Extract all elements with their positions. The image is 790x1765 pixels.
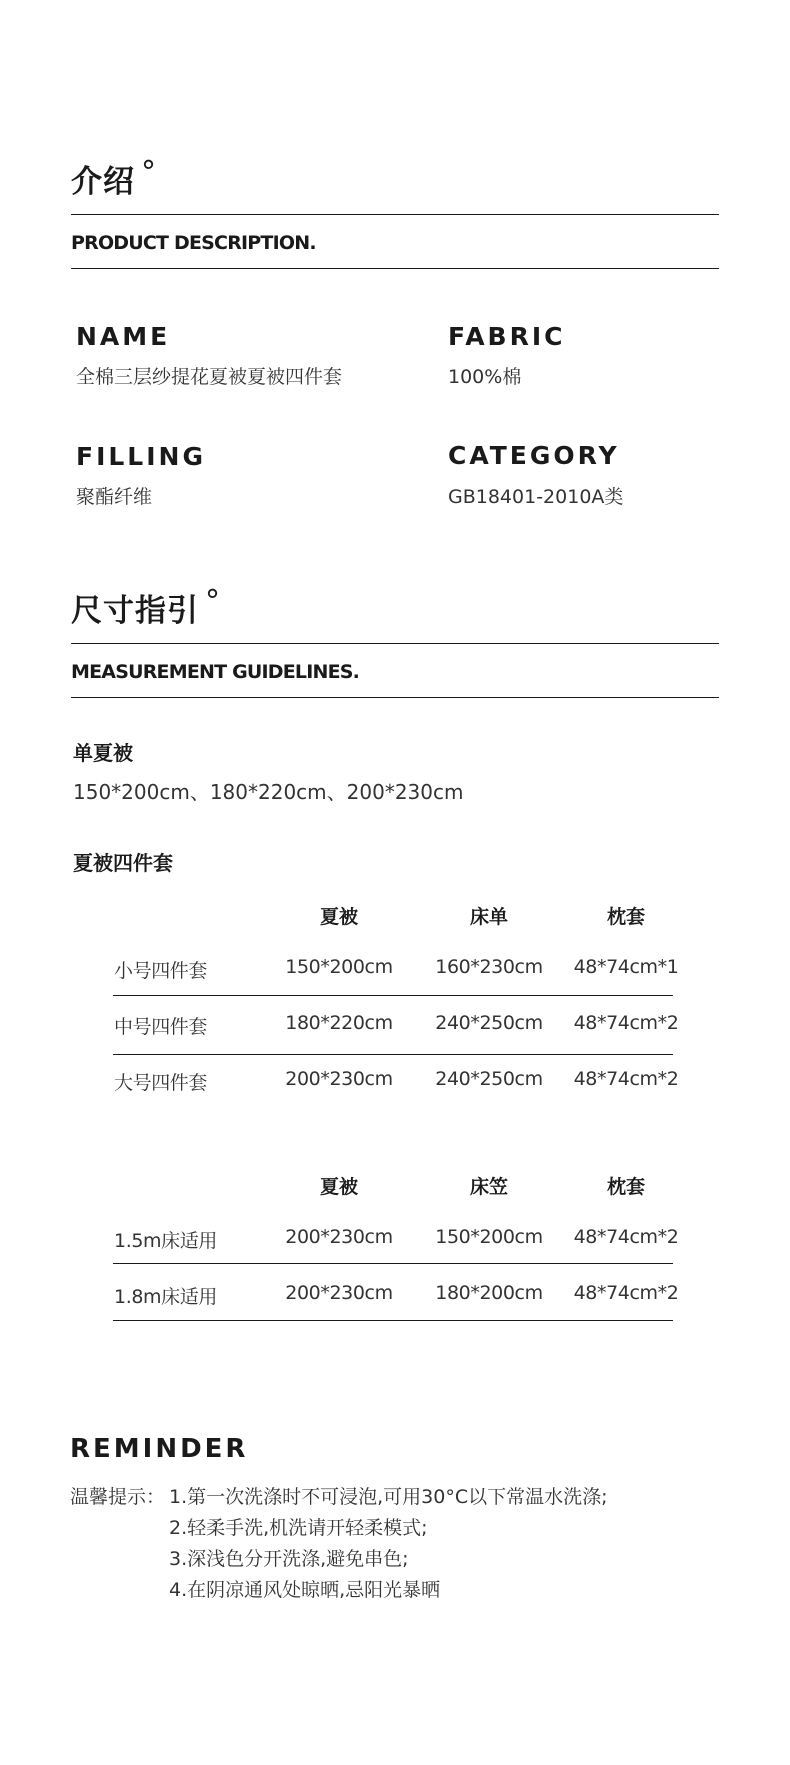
measure-title: 尺寸指引 ° xyxy=(71,584,221,629)
table-header: 枕套 xyxy=(606,1176,645,1198)
reminder-line: 1.第一次洗涤时不可浸泡,可用30°C以下常温水洗涤; xyxy=(169,1486,608,1508)
table-cell: 240*250cm xyxy=(435,1068,543,1090)
table-row-label: 大号四件套 xyxy=(114,1072,208,1094)
table-cell: 180*220cm xyxy=(285,1012,393,1034)
spec-name-label: NAME xyxy=(76,322,171,351)
table-cell: 48*74cm*2 xyxy=(573,1012,679,1034)
table-header: 夏被 xyxy=(319,906,358,928)
spec-fabric-value: 100%棉 xyxy=(448,366,522,388)
single-quilt-title: 单夏被 xyxy=(73,741,133,765)
reminder-label: 温馨提示： xyxy=(70,1486,166,1508)
table-row-label: 1.5m床适用 xyxy=(114,1230,217,1252)
degree-mark: ° xyxy=(141,155,157,190)
reminder-line: 2.轻柔手洗,机洗请开轻柔模式; xyxy=(169,1517,428,1539)
reminder-title: REMINDER xyxy=(70,1434,249,1464)
set-title: 夏被四件套 xyxy=(73,851,173,875)
table-header: 夏被 xyxy=(319,1176,358,1198)
table-cell: 48*74cm*2 xyxy=(573,1068,679,1090)
table-cell: 200*230cm xyxy=(285,1226,393,1248)
table-cell: 150*200cm xyxy=(435,1226,543,1248)
table-header: 床单 xyxy=(469,906,508,928)
table-divider xyxy=(113,995,673,996)
table-divider xyxy=(113,1054,673,1055)
measure-subtitle: MEASUREMENT GUIDELINES. xyxy=(71,661,360,683)
table-divider xyxy=(113,1320,673,1321)
divider xyxy=(71,268,719,269)
table-cell: 150*200cm xyxy=(285,956,393,978)
single-quilt-sizes: 150*200cm、180*220cm、200*230cm xyxy=(73,780,464,804)
spec-fabric-label: FABRIC xyxy=(448,322,566,351)
reminder-line: 4.在阴凉通风处晾晒,忌阳光暴晒 xyxy=(169,1579,441,1601)
reminder-line: 3.深浅色分开洗涤,避免串色; xyxy=(169,1548,409,1570)
intro-subtitle: PRODUCT DESCRIPTION. xyxy=(71,232,316,254)
spec-filling-label: FILLING xyxy=(76,442,206,471)
spec-category-value: GB18401-2010A类 xyxy=(448,486,624,508)
table-cell: 48*74cm*2 xyxy=(573,1226,679,1248)
table-row-label: 1.8m床适用 xyxy=(114,1286,217,1308)
intro-title: 介绍 ° xyxy=(71,155,157,200)
table-cell: 200*230cm xyxy=(285,1068,393,1090)
divider xyxy=(71,214,719,215)
table-row-label: 中号四件套 xyxy=(114,1016,208,1038)
table-header: 枕套 xyxy=(606,906,645,928)
table-cell: 160*230cm xyxy=(435,956,543,978)
divider xyxy=(71,643,719,644)
spec-category-label: CATEGORY xyxy=(448,441,620,470)
table-row-label: 小号四件套 xyxy=(114,960,208,982)
table-header: 床笠 xyxy=(469,1176,508,1198)
spec-name-value: 全棉三层纱提花夏被夏被四件套 xyxy=(76,366,343,388)
table-cell: 48*74cm*1 xyxy=(573,956,679,978)
table-divider xyxy=(113,1263,673,1264)
spec-filling-value: 聚酯纤维 xyxy=(76,486,153,508)
table-cell: 200*230cm xyxy=(285,1282,393,1304)
table-cell: 48*74cm*2 xyxy=(573,1282,679,1304)
divider xyxy=(71,697,719,698)
table-cell: 180*200cm xyxy=(435,1282,543,1304)
degree-mark: ° xyxy=(205,584,221,619)
table-cell: 240*250cm xyxy=(435,1012,543,1034)
